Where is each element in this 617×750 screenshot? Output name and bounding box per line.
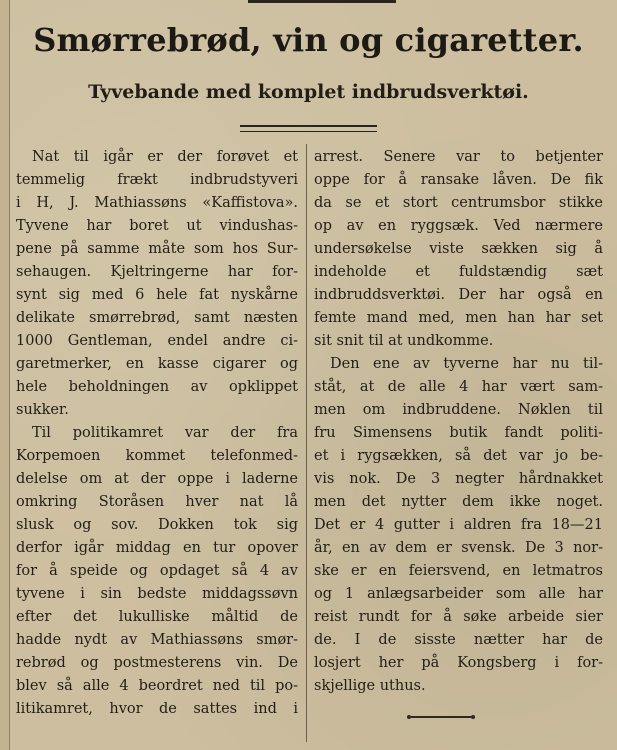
text-line: arrest. Senere var to betjenter (314, 149, 603, 165)
text-line: et i rygsækken, så det var jo be- (314, 448, 603, 464)
text-line: men om indbruddene. Nøklen til (314, 402, 603, 418)
text-line: for å speide og opdaget så 4 av (16, 563, 298, 579)
text-line: de. I de sisste nætter har de (314, 632, 603, 648)
text-line: efter det lukulliske måltid de (16, 609, 298, 625)
text-line: 1000 Gentleman, endel andre ci- (16, 333, 298, 349)
subheadline: Tyvebande med komplet indbrudsverktøi. (88, 81, 529, 103)
text-line: synt sig med 6 hele fat nyskårne (16, 287, 298, 303)
text-line: litikamret, hvor de sattes ind i (16, 701, 298, 717)
text-line: ståt, at de alle 4 har vært sam- (314, 379, 603, 395)
text-line: blev så alle 4 beordret ned til po- (16, 678, 298, 694)
text-line: år, en av dem er svensk. De 3 nor- (314, 540, 603, 556)
column-rule (306, 144, 307, 742)
text-line: temmelig frækt indbrudstyveri (16, 172, 298, 188)
text-line: reist rundt for å søke arbeide sier (314, 609, 603, 625)
text-line: pene på samme måte som hos Sur- (16, 241, 298, 257)
text-line: op av en ryggsæk. Ved nærmere (314, 218, 603, 234)
top-rule (248, 0, 396, 3)
text-line: delelse om at der oppe i laderne (16, 471, 298, 487)
headline: Smørrebrød, vin og cigaretter. (33, 21, 584, 59)
article-column-right (314, 146, 603, 698)
text-line: skjellige uthus. (314, 678, 426, 694)
text-line: oppe for å ransake låven. De fik (314, 172, 603, 188)
text-line: undersøkelse viste sækken sig å (314, 241, 603, 257)
text-line: delikate smørrebrød, samt næsten (16, 310, 298, 326)
text-line: fru Simensens butik fandt politi- (314, 425, 603, 441)
text-line: vis nok. De 3 negter hårdnakket (314, 471, 603, 487)
text-line: Korpemoen kommet telefonmed- (16, 448, 298, 464)
text-line: femte mand med, men han har set (314, 310, 603, 326)
text-line: Den ene av tyverne har nu til- (330, 356, 603, 372)
text-line: men det nytter dem ikke noget. (314, 494, 603, 510)
text-line: derfor igår middag en tur opover (16, 540, 298, 556)
article-column-left (16, 146, 298, 721)
text-line: sehaugen. Kjeltringerne har for- (16, 264, 298, 280)
text-line: i H, J. Mathiassøns «Kaffistova». (16, 195, 298, 211)
end-rule (411, 716, 471, 718)
text-line: indbruddsverktøi. Der har også en (314, 287, 603, 303)
text-line: sit snit til at undkomme. (314, 333, 494, 349)
text-line: sukker. (16, 402, 69, 418)
text-line: garetmerker, en kasse cigarer og (16, 356, 298, 372)
text-line: slusk og sov. Dokken tok sig (16, 517, 298, 533)
text-line: hadde nydt av Mathiassøns smør- (16, 632, 298, 648)
text-line: da se et stort centrumsbor stikke (314, 195, 603, 211)
text-line: tyvene i sin bedste middagssøvn (16, 586, 298, 602)
text-line: Nat til igår er der forøvet et (32, 149, 298, 165)
text-line: indeholde et fuldstændig sæt (314, 264, 603, 280)
text-line: Til politikamret var der fra (32, 425, 298, 441)
page-edge (0, 0, 10, 750)
text-line: ske er en feiersvend, en letmatros (314, 563, 603, 579)
text-line: Det er 4 gutter i aldren fra 18—21 (314, 517, 603, 533)
headline-divider (240, 125, 377, 132)
text-line: rebrød og postmesterens vin. De (16, 655, 298, 671)
text-line: og 1 anlægsarbeider som alle har (314, 586, 603, 602)
text-line: omkring Storåsen hver nat lå (16, 494, 298, 510)
text-line: Tyvene har boret ut vindushas- (16, 218, 298, 234)
text-line: hele beholdningen av opklippet (16, 379, 298, 395)
text-line: losjert her på Kongsberg i for- (314, 655, 603, 671)
